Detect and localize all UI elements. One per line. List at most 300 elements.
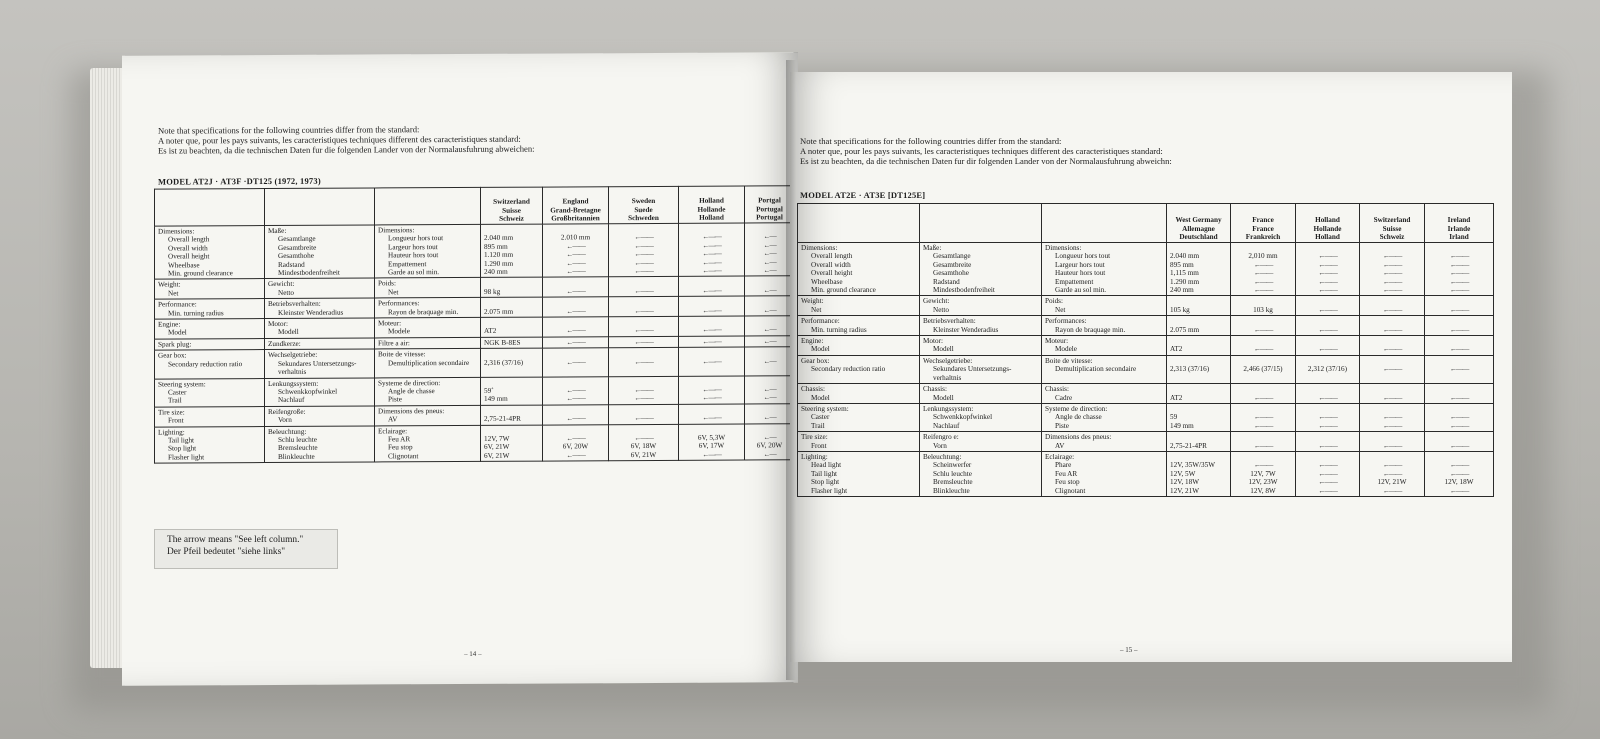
- cell-line: Longueur hors tout: [1055, 252, 1111, 261]
- country-name: Portgal: [758, 196, 781, 205]
- cell-line: Feu AR: [1055, 469, 1078, 478]
- cell-spacer: [1299, 337, 1356, 345]
- cell-line: Spark plug:: [158, 340, 192, 349]
- cell-line: Modell: [278, 328, 299, 337]
- country-name: Schweiz: [1379, 232, 1405, 241]
- cell-line: Engine:: [801, 337, 824, 346]
- spec-value: [1167, 432, 1231, 452]
- cell-line: Engine:: [158, 320, 181, 329]
- cell-line: ←——: [634, 433, 653, 443]
- cell-line: Tire size:: [801, 433, 828, 442]
- cell-line: Maße:: [268, 226, 287, 236]
- cell-spacer: [1170, 453, 1227, 461]
- cell-spacer: [612, 298, 675, 307]
- spec-value: [679, 424, 745, 461]
- cell-line: Nachlauf: [933, 421, 960, 430]
- cell-line: 105 kg: [1170, 305, 1190, 314]
- cell-line: 2.010 mm: [560, 233, 591, 242]
- cell-spacer: [1363, 297, 1421, 305]
- cell-line: Poids:: [1045, 297, 1063, 306]
- cell-line: ←——: [1449, 413, 1469, 422]
- cell-line: ←——: [1449, 305, 1469, 314]
- spec-value: [1296, 316, 1360, 336]
- country-name: Frankreich: [1245, 232, 1281, 241]
- cell-spacer: [1363, 453, 1421, 461]
- cell-spacer: [546, 350, 605, 359]
- cell-line: ←——: [566, 242, 585, 251]
- table-row: [798, 451, 1494, 496]
- cell-line: ←—: [763, 306, 776, 315]
- cell-spacer: [546, 426, 605, 435]
- cell-line: Dimensions:: [801, 244, 838, 252]
- cell-line: Mindestbodenfreiheit: [933, 286, 995, 295]
- cell-spacer: [1170, 297, 1227, 305]
- cell-line: ←——: [1449, 252, 1469, 261]
- cell-line: 149 mm: [1170, 421, 1194, 430]
- cell-spacer: [484, 299, 539, 308]
- cell-line: ←—: [763, 249, 776, 258]
- spec-label-fr: [375, 425, 481, 462]
- cell-line: 6V, 21W: [630, 450, 657, 459]
- cell-line: Gesamthohe: [278, 251, 314, 261]
- spec-value: [609, 223, 679, 277]
- cell-line: Overall width: [811, 260, 851, 269]
- cell-spacer: [484, 378, 539, 387]
- spec-label-de: [920, 355, 1042, 383]
- column-header-blank: [265, 188, 375, 226]
- cell-line: ←——: [634, 357, 653, 366]
- left-page: [122, 52, 798, 686]
- spec-value: [1296, 296, 1360, 316]
- cell-line: 6V, 21W: [484, 451, 510, 460]
- cell-line: Performance:: [801, 317, 840, 326]
- spec-value: [1425, 403, 1494, 431]
- spec-value: [1425, 243, 1494, 296]
- spec-value: [481, 425, 543, 462]
- cell-line: 12V, 7W: [484, 434, 510, 443]
- cell-line: Flasher light: [811, 486, 848, 495]
- country-name: Hollande: [697, 205, 726, 214]
- right-model-title: MODEL AT2E · AT3E [DT125E]: [800, 190, 926, 200]
- cell-line: Trail: [168, 396, 182, 405]
- cell-line: Gesamtlange: [278, 235, 316, 244]
- cell-line: Schwenkkopfwinkel: [278, 387, 338, 396]
- cell-line: Gewicht:: [268, 280, 295, 289]
- cell-line: ←——: [702, 258, 721, 267]
- cell-line: ←——: [702, 413, 721, 422]
- spec-label-de: [265, 225, 375, 279]
- cell-line: Demultiplication secondaire: [388, 358, 470, 368]
- cell-line: ←——: [1449, 286, 1469, 295]
- cell-line: ←——: [634, 286, 653, 295]
- cell-line: ←——: [1382, 393, 1402, 402]
- cell-spacer: [484, 279, 539, 288]
- cell-line: 98 kg: [484, 287, 501, 296]
- cell-line: ←——: [1318, 421, 1337, 430]
- cell-line: Vorn: [933, 441, 947, 450]
- cell-spacer: [1299, 357, 1356, 365]
- cell-line: 12V, 23W: [1248, 478, 1278, 487]
- spec-value: [679, 223, 745, 277]
- cell-spacer: [546, 406, 605, 415]
- cell-line: ←——: [634, 258, 653, 267]
- cell-line: ←——: [1382, 345, 1402, 354]
- spec-value: [679, 404, 745, 424]
- cell-line: 12V, 18W: [1170, 478, 1200, 487]
- cell-line: 1.290 mm: [484, 259, 514, 268]
- spec-value: [1296, 355, 1360, 383]
- cell-line: Chassis:: [923, 385, 947, 394]
- cell-line: Overall length: [811, 252, 853, 261]
- cell-line: ←——: [1318, 441, 1337, 450]
- cell-line: Modell: [933, 345, 954, 354]
- cell-line: Steering system:: [801, 404, 849, 413]
- cell-spacer: [682, 298, 741, 307]
- spec-value: [481, 377, 543, 406]
- spec-label-de: [265, 425, 375, 462]
- spec-value: [543, 224, 609, 278]
- cell-line: Min. turning radius: [811, 325, 867, 334]
- cell-line: 1.120 mm: [484, 250, 514, 260]
- cell-spacer: [748, 224, 791, 233]
- spec-label-fr: [375, 224, 481, 278]
- cell-line: ←——: [702, 241, 721, 250]
- cell-line: Model: [811, 345, 830, 354]
- spec-label-de: [920, 243, 1042, 296]
- cell-line: ←——: [702, 326, 721, 335]
- cell-line: Stop light: [168, 444, 197, 453]
- cell-spacer: [1428, 453, 1490, 461]
- spec-value: [1167, 403, 1231, 431]
- cell-spacer: [1363, 433, 1421, 441]
- cell-line: Hauteur hors tout: [1055, 269, 1106, 278]
- cell-spacer: [1428, 244, 1490, 252]
- cell-line: ←——: [566, 326, 585, 335]
- cell-line: ←——: [1449, 345, 1469, 354]
- spec-value: [1167, 296, 1231, 316]
- spec-value: [1167, 384, 1231, 404]
- cell-spacer: [1170, 433, 1227, 441]
- spec-label-en: [155, 319, 265, 339]
- cell-line: Feu stop: [388, 443, 413, 452]
- cell-line: ←——: [1318, 478, 1337, 487]
- cell-line: Longueur hors tout: [388, 234, 444, 243]
- cell-spacer: [1170, 244, 1227, 252]
- cell-spacer: [1363, 385, 1421, 393]
- cell-line: Reifengro e:: [923, 433, 959, 442]
- cell-line: ←—: [763, 413, 776, 422]
- cell-line: Angle de chasse: [1055, 413, 1102, 422]
- cell-line: NGK B-8ES: [484, 338, 521, 347]
- cell-line: Net: [168, 289, 179, 298]
- spec-value: [1360, 451, 1425, 496]
- cell-line: Mindestbodenfreiheit: [278, 268, 340, 277]
- cell-spacer: [1234, 357, 1292, 365]
- country-name: Holland: [1315, 232, 1340, 241]
- cell-line: ←——: [1449, 365, 1469, 374]
- cell-line: Betriebsverhalten:: [268, 299, 321, 309]
- cell-spacer: [546, 318, 605, 327]
- spec-value: [679, 316, 745, 336]
- spec-label-en: [155, 279, 265, 299]
- spec-value: [1167, 451, 1231, 496]
- column-header-blank: [920, 204, 1042, 243]
- note-line-fr: A noter que, pour les pays suivants, les caracteristiques techniques different des caracteristiques standard:: [158, 133, 521, 146]
- cell-spacer: [1234, 405, 1292, 413]
- cell-line: 2,75-21-4PR: [484, 414, 521, 423]
- column-header-country: [1425, 204, 1494, 243]
- cell-spacer: [484, 406, 539, 415]
- cell-line: ←——: [634, 337, 653, 346]
- cell-line: ←——: [1382, 365, 1402, 374]
- cell-line: Scheinwerfer: [933, 461, 972, 470]
- column-header-country: [1360, 204, 1425, 243]
- spec-value: [1231, 316, 1296, 336]
- cell-line: ←——: [1449, 277, 1469, 286]
- cell-line: ←——: [634, 385, 653, 394]
- cell-line: ←——: [1318, 305, 1337, 314]
- spec-value: [1425, 336, 1494, 356]
- cell-line: Min. ground clearance: [168, 269, 233, 278]
- cell-line: Weight:: [801, 297, 824, 306]
- note-line-en: Note that specifications for the following countries differ from the standard:: [158, 124, 420, 136]
- column-header-country: [481, 187, 543, 224]
- cell-spacer: [1428, 433, 1490, 441]
- cell-line: ←——: [566, 394, 585, 403]
- cell-line: 2.040 mm: [484, 234, 514, 243]
- cell-line: Rayon de braquage min.: [388, 307, 459, 317]
- cell-spacer: [682, 349, 741, 358]
- table-row: [155, 223, 795, 280]
- cell-line: ←——: [1318, 260, 1337, 269]
- cell-line: ←——: [634, 250, 653, 259]
- cell-line: ←——: [1253, 413, 1273, 422]
- cell-line: Feu stop: [1055, 478, 1080, 487]
- cell-line: Modell: [933, 393, 954, 402]
- cell-line: Moteur:: [1045, 337, 1069, 346]
- spec-value: [609, 404, 679, 424]
- cell-line: Min. ground clearance: [811, 286, 876, 295]
- cell-line: ←—: [763, 232, 776, 241]
- spec-value: [609, 297, 679, 317]
- cell-line: ←—: [763, 357, 776, 366]
- left-note: [158, 124, 535, 156]
- cell-line: AV: [1055, 441, 1065, 450]
- spec-label-fr: [375, 405, 481, 425]
- spec-label-en: [798, 384, 920, 404]
- column-header-country: [679, 186, 745, 223]
- table-row: [155, 423, 795, 463]
- cell-line: Model: [168, 328, 187, 337]
- cell-line: 6V, 5,3W: [697, 433, 726, 442]
- cell-line: ←——: [1449, 461, 1469, 470]
- cell-line: Overall length: [168, 235, 210, 244]
- spec-value: [679, 376, 745, 405]
- cell-line: Dimensions:: [158, 227, 195, 236]
- spec-value: [481, 317, 543, 337]
- spec-label-en: [798, 336, 920, 356]
- spec-label-en: [155, 299, 265, 319]
- cell-line: Angle de chasse: [388, 387, 435, 396]
- column-header-country: [1296, 204, 1360, 243]
- country-name: Suisse: [502, 206, 521, 215]
- cell-line: 6V, 17W: [698, 441, 725, 451]
- cell-spacer: [546, 225, 605, 234]
- cell-line: Dimensions:: [378, 226, 415, 235]
- spec-label-fr: [1042, 316, 1167, 336]
- cell-line: 149 mm: [484, 395, 508, 404]
- country-name: Irland: [1449, 232, 1469, 241]
- cell-line: ←——: [1382, 461, 1402, 470]
- cell-line: ←——: [1253, 441, 1273, 450]
- spec-value: [1425, 451, 1494, 496]
- country-name: Switzerland: [1373, 216, 1411, 225]
- cell-spacer: [682, 318, 741, 327]
- spec-label-fr: [1042, 384, 1167, 404]
- cell-spacer: [612, 225, 675, 234]
- cell-line: Dimensions des pneus:: [378, 406, 445, 416]
- spec-value: [1425, 296, 1494, 316]
- cell-spacer: [612, 349, 675, 358]
- arrow-legend: [154, 529, 338, 569]
- cell-spacer: [1428, 297, 1490, 305]
- cell-line: ←——: [566, 451, 585, 460]
- note-line-de: Es ist zu beachten, da die technischen Daten fur die folgenden Lander von der Normalausfuhrung abweichen:: [158, 143, 535, 156]
- cell-line: Piste: [1055, 421, 1069, 430]
- cell-line: Lighting:: [801, 452, 828, 461]
- spec-value: [1360, 316, 1425, 336]
- spec-value: [1360, 243, 1425, 296]
- spec-label-en: [798, 403, 920, 431]
- table-row: [798, 296, 1494, 316]
- spec-value: [543, 376, 609, 405]
- cell-line: Modele: [388, 327, 410, 336]
- cell-line: Garde au sol min.: [1055, 286, 1107, 295]
- cell-line: 12V, 18W: [1444, 478, 1474, 487]
- spec-value: [1231, 384, 1296, 404]
- cell-spacer: [1363, 405, 1421, 413]
- cell-spacer: [1170, 405, 1227, 413]
- cell-line: Trail: [811, 421, 825, 430]
- cell-line: Betriebsverhalten:: [923, 317, 976, 326]
- cell-line: Gear box:: [158, 351, 187, 360]
- spec-value: [1167, 355, 1231, 383]
- cell-line: ←——: [1253, 260, 1273, 269]
- cell-line: 2,466 (37/15): [1243, 365, 1283, 374]
- spec-value: [1296, 336, 1360, 356]
- cell-spacer: [1234, 337, 1292, 345]
- cell-line: AT2: [1170, 393, 1183, 402]
- cell-line: Systeme de direction:: [378, 378, 441, 387]
- spec-label-en: [155, 378, 265, 407]
- cell-spacer: [748, 377, 791, 386]
- page-number: – 15 –: [1120, 646, 1138, 654]
- country-name: Portugal: [756, 213, 783, 222]
- spec-value: [481, 278, 543, 298]
- spec-value: [1167, 316, 1231, 336]
- cell-line: Zundkerze:: [268, 339, 301, 348]
- cell-line: ←——: [1318, 269, 1337, 278]
- cell-line: ←——: [1449, 260, 1469, 269]
- spec-value: [543, 337, 609, 349]
- cell-line: Front: [811, 441, 827, 450]
- spec-label-fr: [1042, 451, 1167, 496]
- cell-line: 6V, 21W: [484, 443, 510, 452]
- cell-line: ←——: [1449, 393, 1469, 402]
- cell-line: Model: [811, 393, 830, 402]
- country-name: Allemagne: [1182, 224, 1215, 233]
- cell-line: Feu AR: [388, 435, 411, 444]
- cell-spacer: [1363, 337, 1421, 345]
- cell-line: ←——: [1318, 277, 1337, 286]
- spec-label-de: [920, 451, 1042, 496]
- cell-line: Lighting:: [158, 427, 185, 437]
- spec-value: [679, 336, 745, 348]
- cell-line: Blinkleuchte: [278, 452, 315, 461]
- cell-line: Tire size:: [158, 408, 185, 417]
- cell-line: Lenkungssystem:: [268, 379, 319, 388]
- cell-line: Cadre: [1055, 393, 1073, 402]
- spec-label-en: [798, 451, 920, 496]
- cell-spacer: [1170, 385, 1227, 393]
- cell-line: Sekundares Untersetzungs-verhaltnis: [933, 365, 1012, 382]
- spec-label-en: [798, 355, 920, 383]
- spec-value: [1296, 403, 1360, 431]
- column-header-blank: [1042, 204, 1167, 243]
- cell-line: Hauteur hors tout: [388, 251, 439, 260]
- cell-line: ←——: [1253, 393, 1273, 402]
- table-row: [155, 347, 795, 379]
- cell-spacer: [1428, 337, 1490, 345]
- cell-line: Gesamtbreite: [278, 243, 317, 252]
- cell-line: Blinkleuchte: [933, 486, 970, 495]
- cell-line: 6V, 20W: [562, 442, 589, 451]
- cell-spacer: [546, 279, 605, 288]
- country-name: Großbritannien: [551, 214, 600, 223]
- cell-line: ←——: [1449, 421, 1469, 430]
- cell-line: ←—: [763, 433, 776, 442]
- cell-spacer: [682, 405, 741, 414]
- spec-value: [481, 405, 543, 425]
- cell-line: Overall height: [811, 269, 853, 278]
- spec-label-de: [920, 296, 1042, 316]
- spec-value: [481, 348, 543, 377]
- cell-line: Gear box:: [801, 356, 830, 365]
- spec-label-fr: [1042, 403, 1167, 431]
- spec-value: [609, 348, 679, 377]
- cell-line: ←——: [1253, 269, 1273, 278]
- spec-label-fr: [375, 317, 481, 337]
- cell-spacer: [748, 405, 791, 414]
- cell-line: Kleinster Wenderadius: [278, 308, 344, 317]
- cell-line: Motor:: [268, 319, 288, 329]
- cell-line: 2.040 mm: [1170, 252, 1200, 261]
- country-name: Irlande: [1447, 224, 1471, 233]
- cell-spacer: [1234, 433, 1292, 441]
- spec-label-de: [920, 403, 1042, 431]
- spec-value: [543, 277, 609, 297]
- cell-line: Gesamtlange: [933, 252, 971, 261]
- cell-line: ←——: [566, 434, 585, 443]
- country-name: England: [562, 197, 589, 206]
- spec-value: [679, 276, 745, 296]
- spec-label-fr: [1042, 243, 1167, 296]
- column-header-blank: [375, 187, 481, 225]
- cell-line: ←—: [763, 266, 776, 275]
- spec-value: [1231, 243, 1296, 296]
- cell-line: ←——: [1253, 286, 1273, 295]
- cell-line: ←——: [566, 414, 585, 423]
